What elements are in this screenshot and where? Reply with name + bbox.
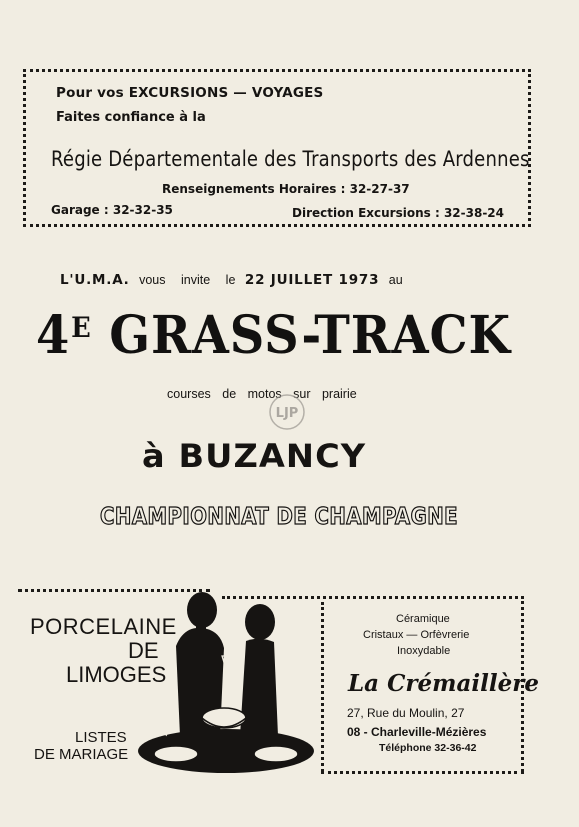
- direction-phone: Direction Excursions : 32-38-24: [292, 206, 504, 220]
- porcelaine-line1: PORCELAINE: [30, 614, 177, 639]
- event-location: à BUZANCY: [142, 437, 367, 475]
- porcelaine-line2: DE: [128, 638, 159, 663]
- title-text: GRASS-TRACK: [109, 305, 511, 366]
- event-title: [36, 305, 533, 366]
- porcelaine-line4: LISTES: [75, 729, 127, 746]
- garage-phone: Garage : 32-32-35: [51, 203, 173, 217]
- shop-city: 08 - Charleville-Mézières: [347, 725, 487, 739]
- ad-tagline: Faites confiance à la: [56, 110, 206, 125]
- club-name: L'U.M.A.: [60, 272, 130, 288]
- porcelaine-line3: LIMOGES: [66, 662, 167, 687]
- company-name: Régie Départementale des Transports des Ardennes: [51, 147, 530, 171]
- ad-headline: Pour vos EXCURSIONS — VOYAGES: [56, 85, 324, 101]
- right-ad-bottom-border: [321, 771, 524, 774]
- couple-illustration: [136, 586, 316, 776]
- porcelaine-line5: DE MARIAGE: [34, 746, 129, 763]
- title-ordinal: E: [71, 311, 92, 344]
- title-number: 4: [36, 305, 71, 366]
- championship-title: CHAMPIONNAT DE CHAMPAGNE: [100, 504, 459, 530]
- event-subtitle: courses de motos sur prairie: [167, 387, 357, 401]
- invite-word: vous: [139, 273, 166, 287]
- shop-phone: Téléphone 32-36-42: [379, 742, 477, 754]
- invite-word: invite: [181, 273, 211, 287]
- event-date: 22 JUILLET 1973: [244, 272, 380, 288]
- transport-ad-box: [23, 69, 531, 227]
- shop-address: 27, Rue du Moulin, 27: [347, 706, 465, 720]
- invite-word: au: [388, 273, 403, 287]
- cremaillere-line3: Inoxydable: [397, 645, 451, 657]
- cremaillere-line2: Cristaux — Orfèvrerie: [363, 629, 470, 641]
- invite-word: le: [225, 273, 236, 287]
- cremaillere-line1: Céramique: [396, 613, 450, 625]
- info-phone: Renseignements Horaires : 32-27-37: [162, 182, 410, 196]
- shop-name: La Crémaillère: [348, 670, 539, 697]
- stamp-text: LJP: [275, 406, 299, 421]
- right-ad-left-border: [321, 602, 324, 772]
- stamp-logo: [262, 392, 312, 432]
- invitation-line: [60, 272, 409, 288]
